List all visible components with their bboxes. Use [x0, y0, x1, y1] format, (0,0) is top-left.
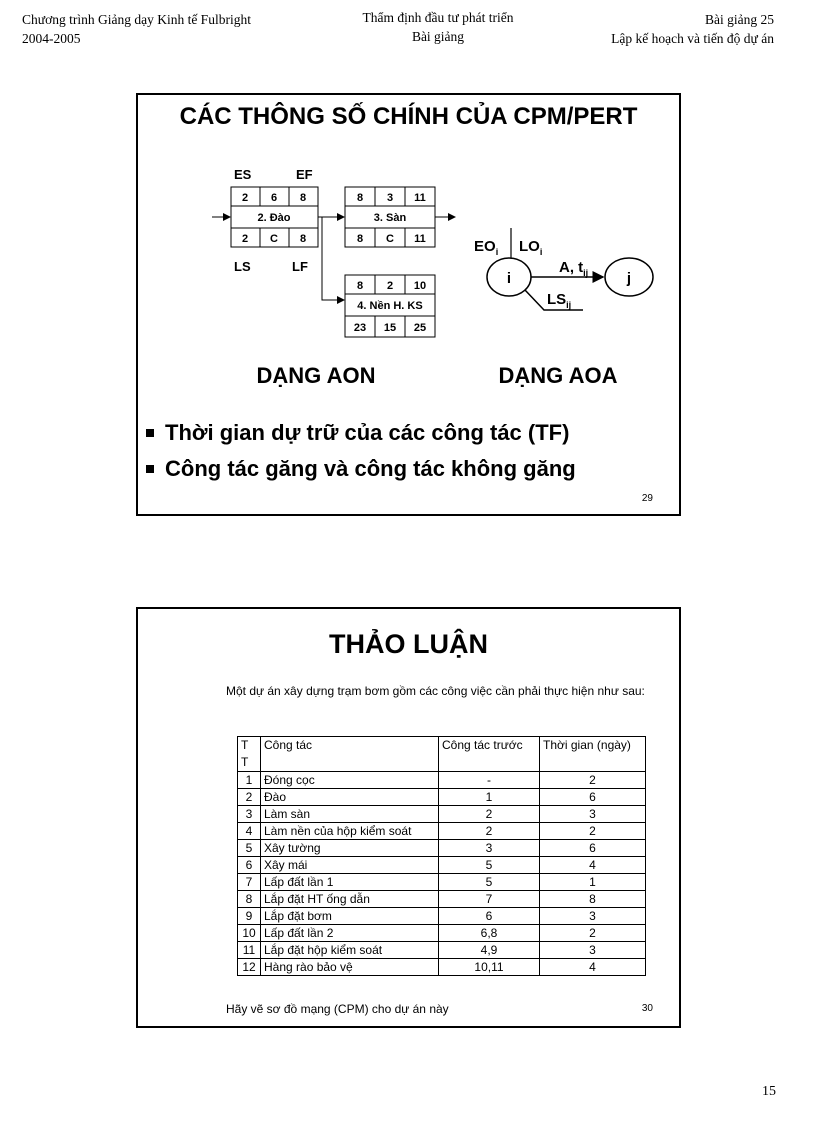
row-predecessor: 2: [439, 823, 540, 840]
node-san-name: 3. Sàn: [373, 212, 407, 224]
node-san-duration: 3: [386, 192, 394, 204]
slide2-number: 30: [641, 1003, 653, 1014]
row-predecessor: -: [439, 772, 540, 789]
row-duration: 1: [540, 874, 646, 891]
row-predecessor: 3: [439, 840, 540, 857]
table-row: [238, 959, 646, 976]
node-san-ls: 8: [356, 233, 364, 245]
slide2-instruction: Hãy vẽ sơ đồ mạng (CPM) cho dự án này: [226, 1002, 449, 1016]
row-task: Làm sàn: [261, 806, 439, 823]
aon-caption: DẠNG AON: [256, 363, 376, 388]
aoa-caption: DẠNG AOA: [498, 363, 618, 388]
row-number: 4: [238, 823, 261, 840]
node-dao-ef: 8: [299, 192, 307, 204]
row-predecessor: 6: [439, 908, 540, 925]
table-row: [238, 789, 646, 806]
row-number: 1: [238, 772, 261, 789]
table-body: [238, 772, 646, 976]
header-lecture-number: Bài giảng 25: [705, 12, 774, 27]
row-number: 7: [238, 874, 261, 891]
network-diagram: [138, 150, 679, 430]
node-nen-lf: 25: [413, 322, 427, 334]
header-predecessor: Công tác trước: [439, 737, 540, 772]
header-program: Chương trình Giảng dạy Kinh tế Fulbright: [22, 12, 251, 27]
aoa-node-i-label: i: [506, 270, 512, 287]
bullet-square-icon: [146, 465, 154, 473]
row-duration: 3: [540, 942, 646, 959]
aoa-node-j-label: j: [626, 270, 632, 287]
activity-table: [237, 736, 646, 976]
lf-label: LF: [292, 259, 308, 274]
header-tt: T T: [238, 737, 261, 772]
table-row: [238, 840, 646, 857]
aoa-activity-label: A, $t_{ij}$: [559, 259, 589, 278]
eo-label: $EO_i$: [474, 238, 499, 257]
slide1-number: 29: [641, 493, 653, 504]
row-duration: 8: [540, 891, 646, 908]
bullet-square-icon: [146, 429, 154, 437]
row-duration: 3: [540, 908, 646, 925]
header-left: [22, 10, 251, 48]
row-task: Xây mái: [261, 857, 439, 874]
arrow-dao-to-nen: [318, 217, 344, 300]
row-duration: 4: [540, 959, 646, 976]
aoa-ls-label: $LS_{ij}$: [547, 291, 572, 310]
header-lecture-title: Lập kế hoạch và tiến độ dự án: [611, 31, 774, 46]
slide1-title: CÁC THÔNG SỐ CHÍNH CỦA CPM/PERT: [179, 103, 638, 130]
row-task: Đào: [261, 789, 439, 806]
table-row: [238, 925, 646, 942]
row-task: Đóng cọc: [261, 772, 439, 789]
table-row: [238, 857, 646, 874]
table-row: [238, 806, 646, 823]
node-dao-es: 2: [241, 192, 249, 204]
node-nen-name: 4. Nền H. KS: [357, 300, 423, 312]
row-task: Làm nền của hộp kiểm soát: [261, 823, 439, 840]
node-san-lf: 11: [414, 233, 426, 245]
row-predecessor: 7: [439, 891, 540, 908]
node-san-es: 8: [356, 192, 364, 204]
slide1-bullet-list: [144, 415, 576, 487]
node-dao-ls: 2: [241, 233, 249, 245]
row-number: 6: [238, 857, 261, 874]
row-number: 11: [238, 942, 261, 959]
row-task: Lắp đặt HT ống dẫn: [261, 891, 439, 908]
ef-label: EF: [296, 167, 313, 182]
row-duration: 4: [540, 857, 646, 874]
row-predecessor: 4,9: [439, 942, 540, 959]
table-row: [238, 891, 646, 908]
node-dao-critical: C: [270, 233, 278, 245]
row-task: Lắp đặt hộp kiểm soát: [261, 942, 439, 959]
row-task: Xây tường: [261, 840, 439, 857]
node-nen-es: 8: [356, 280, 364, 292]
table-row: [238, 823, 646, 840]
header-type: Bài giảng: [411, 29, 465, 44]
slide-cpm-parameters: [136, 93, 681, 516]
page-number: 15: [762, 1084, 776, 1099]
row-duration: 2: [540, 823, 646, 840]
row-predecessor: 1: [439, 789, 540, 806]
slide2-title: THẢO LUẬN: [329, 629, 488, 659]
row-number: 3: [238, 806, 261, 823]
slide2-intro: Một dự án xây dựng trạm bơm gồm các công việc cần phải thực hiện như sau:: [226, 684, 645, 698]
row-task: Lấp đất lần 2: [261, 925, 439, 942]
lo-label: $LO_i$: [519, 238, 543, 257]
row-number: 2: [238, 789, 261, 806]
table-row: [238, 874, 646, 891]
row-duration: 6: [540, 840, 646, 857]
row-predecessor: 10,11: [439, 959, 540, 976]
node-san-critical: C: [386, 233, 394, 245]
ls-label: LS: [234, 259, 251, 274]
row-number: 5: [238, 840, 261, 857]
header-center: [300, 8, 576, 46]
row-duration: 2: [540, 772, 646, 789]
node-dao-lf: 8: [299, 233, 307, 245]
row-task: Lắp đặt bơm: [261, 908, 439, 925]
table-row: [238, 908, 646, 925]
row-task: Lấp đất lần 1: [261, 874, 439, 891]
header-duration: Thời gian (ngày): [540, 737, 646, 772]
row-task: Hàng rào bảo vệ: [261, 959, 439, 976]
row-duration: 2: [540, 925, 646, 942]
row-number: 12: [238, 959, 261, 976]
node-dao-duration: 6: [270, 192, 278, 204]
row-duration: 6: [540, 789, 646, 806]
header-course: Thẩm định đầu tư phát triển: [362, 10, 514, 25]
node-nen-ef: 10: [413, 280, 427, 292]
row-predecessor: 6,8: [439, 925, 540, 942]
node-nen-ls: 23: [353, 322, 367, 334]
row-predecessor: 5: [439, 857, 540, 874]
row-duration: 3: [540, 806, 646, 823]
table-row: [238, 942, 646, 959]
node-san-ef: 11: [414, 192, 426, 204]
row-number: 10: [238, 925, 261, 942]
es-label: ES: [234, 167, 252, 182]
bullet-text: Công tác găng và công tác không găng: [165, 456, 576, 481]
row-predecessor: 2: [439, 806, 540, 823]
table-row: [238, 772, 646, 789]
row-number: 9: [238, 908, 261, 925]
header-year: 2004-2005: [22, 31, 81, 46]
node-nen-duration: 2: [386, 280, 394, 292]
row-predecessor: 5: [439, 874, 540, 891]
node-dao-name: 2. Đào: [257, 212, 291, 224]
header-task: Công tác: [261, 737, 439, 772]
slide-discussion: [136, 607, 681, 1028]
bullet-item: [144, 415, 576, 451]
bullet-text: Thời gian dự trữ của các công tác (TF): [165, 420, 570, 445]
table-header-row: [238, 737, 646, 772]
row-number: 8: [238, 891, 261, 908]
bullet-item: [144, 451, 576, 487]
node-nen-float: 15: [383, 322, 397, 334]
header-right: [611, 10, 774, 48]
